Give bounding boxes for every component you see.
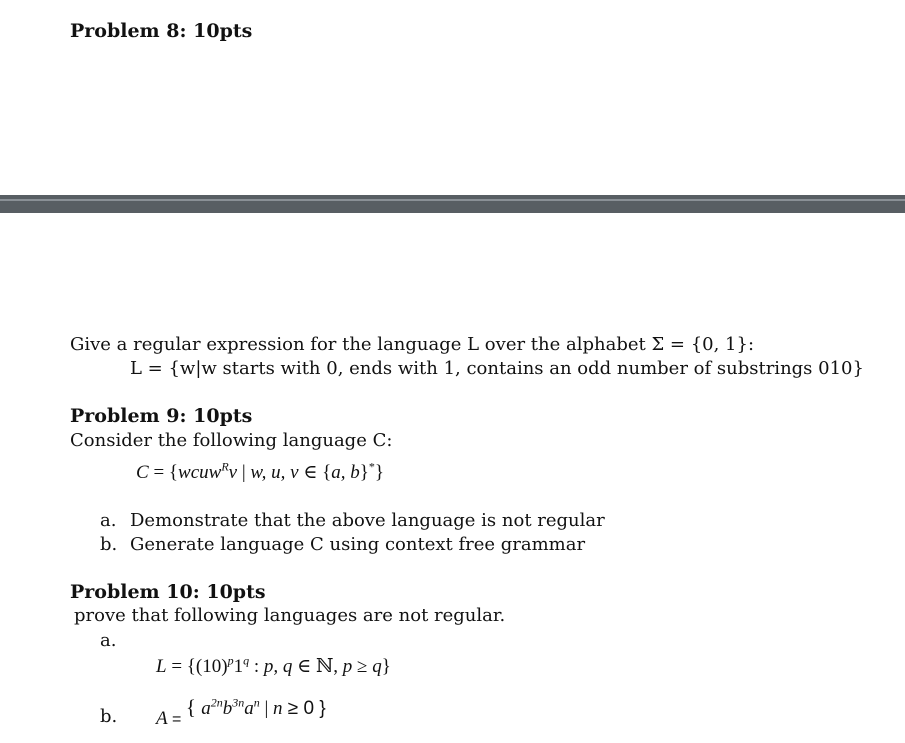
l-geq: ≥: [352, 656, 373, 677]
page-divider: [0, 195, 905, 213]
a-exp3: n: [253, 695, 260, 710]
l-cond: :: [249, 656, 264, 677]
a-eq: =: [167, 711, 186, 728]
regex-instruction: Give a regular expression for the language L over the alphabet Σ = {0, 1}:: [70, 334, 755, 355]
formula-star: *: [368, 459, 375, 474]
page-divider-highlight: [0, 199, 905, 201]
a-open: {: [185, 695, 202, 719]
l-in-n: ∈ ℕ,: [292, 656, 343, 677]
formula-lhs: C: [136, 462, 149, 483]
formula-close: }: [359, 462, 369, 483]
a-term1: a: [201, 698, 211, 719]
a-exp1: 2n: [210, 695, 223, 710]
problem9-item-b: Generate language C using context free grammar: [130, 534, 586, 555]
a-lhs: A: [156, 708, 168, 729]
l-q: q: [372, 656, 382, 677]
formula-in: ∈ {: [298, 462, 332, 483]
formula-v: v: [228, 462, 238, 483]
formula-alphabet: a, b: [331, 462, 360, 483]
l-end: }: [381, 656, 391, 677]
a-exp2: 3n: [232, 695, 245, 710]
a-n: n: [273, 698, 283, 719]
problem10-intro: prove that following languages are not regular.: [74, 605, 506, 626]
language-c-formula: [136, 461, 384, 484]
formula-vars: w, u, v: [250, 462, 299, 483]
l-lhs: L: [156, 656, 167, 677]
problem9-intro: Consider the following language C:: [70, 430, 393, 451]
a-term2: b: [222, 698, 233, 719]
problem9-item-a-marker: a.: [100, 510, 117, 531]
problem9-item-b-marker: b.: [100, 534, 118, 555]
l-pq: p, q: [263, 656, 293, 677]
formula-sep: |: [237, 462, 251, 483]
l-one: 1: [233, 656, 244, 677]
problem8-heading: Problem 8: 10pts: [70, 20, 253, 42]
l-exp-q: q: [243, 653, 250, 668]
problem9-item-a: Demonstrate that the above language is not regular: [130, 510, 605, 531]
language-l-formula: [156, 655, 391, 678]
language-a-formula: [156, 695, 326, 729]
problem9-heading: Problem 9: 10pts: [70, 405, 253, 427]
formula-end: }: [374, 462, 385, 483]
problem10-heading: Problem 10: 10pts: [70, 581, 266, 603]
a-geq: ≥ 0 }: [282, 698, 326, 719]
language-l-definition: L = {w|w starts with 0, ends with 1, contains an odd number of substrings 010}: [130, 358, 864, 379]
l-exp-p: p: [227, 653, 234, 668]
formula-reverse: R: [221, 459, 229, 474]
formula-eq: = {: [148, 462, 179, 483]
formula-word: wcuw: [178, 462, 222, 483]
problem10-item-b-marker: b.: [100, 706, 118, 727]
a-term3: a: [244, 698, 254, 719]
problem10-item-a-marker: a.: [100, 630, 117, 651]
l-p: p: [342, 656, 353, 677]
a-bar: |: [259, 698, 273, 719]
l-eq: = {(10): [166, 656, 228, 677]
